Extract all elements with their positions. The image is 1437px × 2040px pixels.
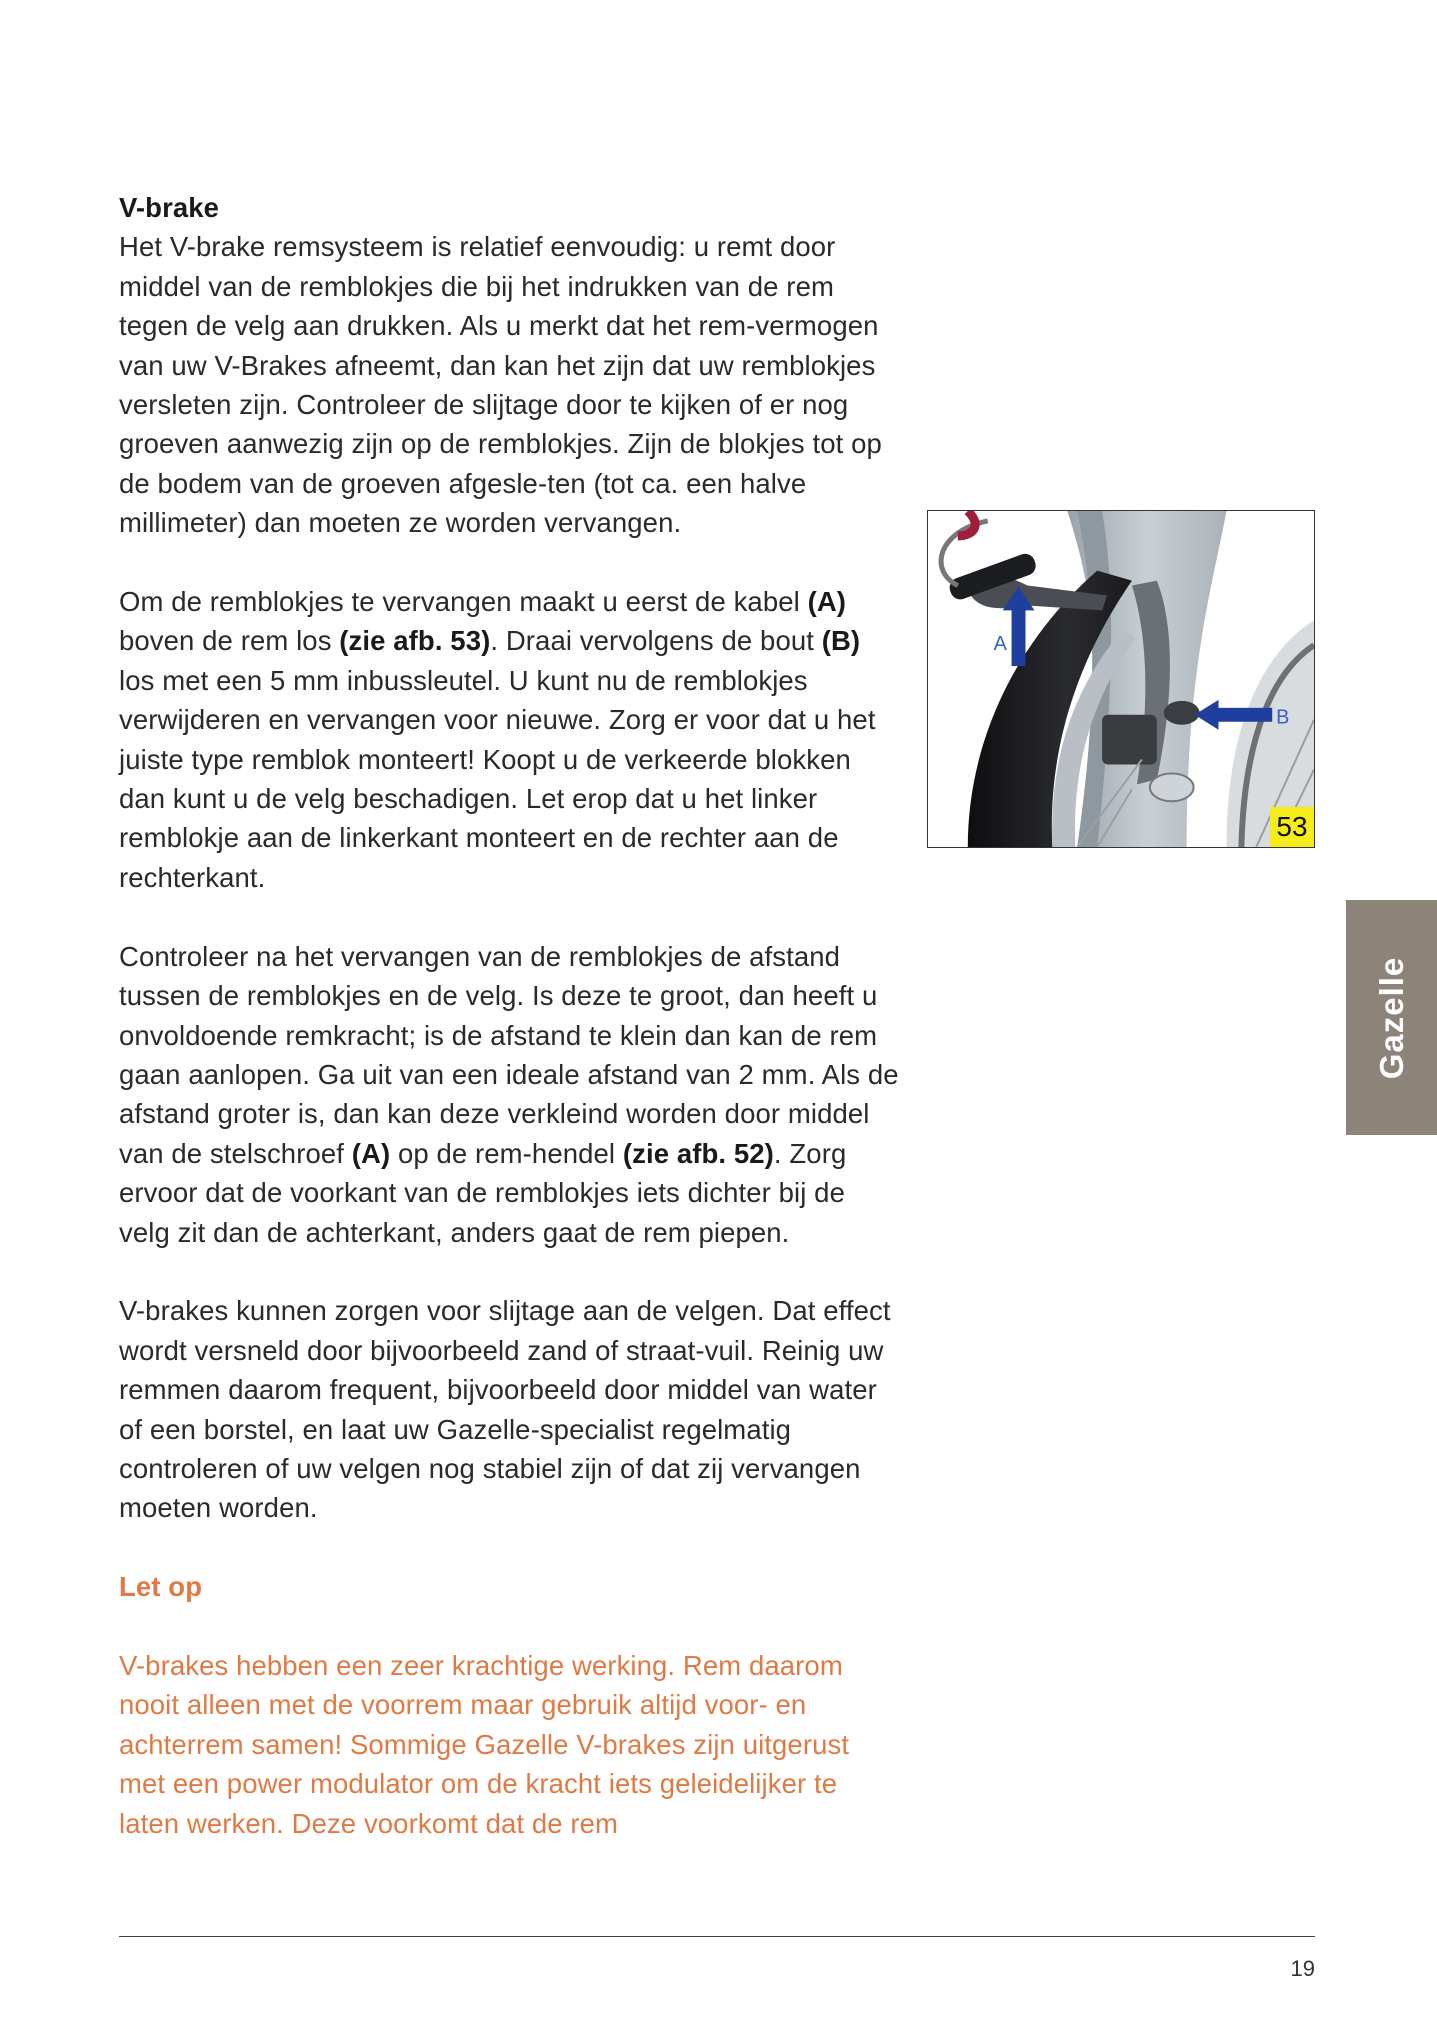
paragraph-adjust-distance — [119, 937, 899, 1252]
warning-title: Let op — [119, 1571, 203, 1603]
section-heading: V-brake — [119, 192, 220, 223]
page-number: 19 — [1290, 1956, 1315, 1981]
warning-body: V-brakes hebben een zeer krachtige werking. Rem daarom nooit alleen met de voorrem maar gebruik altijd voor- en achterrem samen! Sommige Gazelle V-brakes zijn uitgerust met een power modulator om de kracht iets geleidelijker te laten werken. Deze voorkomt dat de rem — [119, 1649, 850, 1839]
p2-text-4: los met een 5 mm inbussleutel. U kunt nu de remblokjes verwijderen en vervangen voor nieuwe. Zorg er voor dat u het juiste type remblok monteert! Koopt u de verkeerde blokken dan kunt u de velg beschadigen. Let erop dat u het linker remblokje aan de linkerkant monteert en de rechter aan de rechterkant. — [119, 664, 876, 893]
p3-text-3: . Zorg ervoor dat de voorkant van de remblokjes iets dichter bij de velg zit dan de achterkant, anders gaat de rem piepen. — [119, 1137, 847, 1248]
p2-text-2: boven de rem los — [119, 625, 340, 657]
brand-side-tab-label: Gazelle — [1372, 956, 1410, 1079]
p3-text-1: Controleer na het vervangen van de remblokjes de afstand tussen de remblokjes en de velg. Is deze te groot, dan heeft u onvoldoende remkracht; is de afstand te klein dan kan de rem gaan aanlopen. Ga uit van een ideale afstand van 2 mm. Als de afstand groter is, dan kan deze verkleind worden door middel van de stelschroef — [119, 940, 899, 1169]
main-text-column — [119, 188, 899, 1882]
paragraph-intro: Het V-brake remsysteem is relatief eenvoudig: u remt door middel van de remblokjes die bij het indrukken van de rem tegen de velg aan drukken. Als u merkt dat het rem-vermogen van uw V-Brakes afneemt, dan kan het zijn dat uw remblokjes versleten zijn. Controleer de slijtage door te kijken of er nog groeven aanwezig zijn op de remblokjes. Zijn de blokjes tot op de bodem van de groeven afgesle-ten (tot ca. een halve millimeter) dan moeten ze worden vervangen. — [119, 231, 882, 539]
label-b: B — [1276, 706, 1290, 729]
label-a: A — [993, 633, 1007, 656]
brand-side-tab — [1346, 900, 1437, 1135]
paragraph-replace-pads — [119, 582, 899, 897]
paragraph-rim-wear: V-brakes kunnen zorgen voor slijtage aan de velgen. Dat effect wordt versneld door bijvoorbeeld zand of straat-vuil. Reinig uw remmen daarom frequent, bijvoorbeeld door middel van water of een borstel, en laat uw Gazelle-specialist regelmatig controleren of uw velgen nog stabiel zijn of dat zij vervangen moeten worden. — [119, 1295, 891, 1524]
footer-divider — [119, 1936, 1315, 1937]
vbrake-photo-illustration — [928, 511, 1314, 847]
figure-number-badge: 53 — [1270, 807, 1314, 847]
p3-ref-a: (A) — [351, 1137, 391, 1169]
p3-fig-ref: (zie afb. 52) — [622, 1137, 774, 1169]
p3-text-2: op de rem-hendel — [390, 1137, 623, 1169]
p2-ref-b: (B) — [821, 625, 861, 657]
figure-53-vbrake-photo — [927, 510, 1315, 848]
p2-ref-a: (A) — [807, 586, 847, 618]
p2-fig-ref: (zie afb. 53) — [339, 625, 491, 657]
p2-text-1: Om de remblokjes te vervangen maakt u eerst de kabel — [119, 586, 808, 618]
p2-text-3: . Draai vervolgens de bout — [490, 625, 822, 657]
